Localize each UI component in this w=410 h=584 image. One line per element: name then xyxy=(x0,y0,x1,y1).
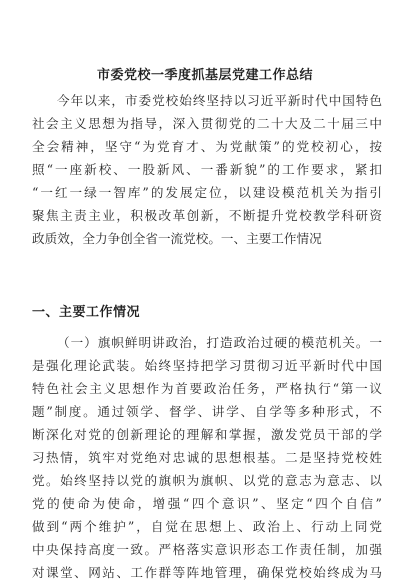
paragraph-line: 政质效，全力争创全省一流党校。一、主要工作情况 xyxy=(32,231,322,246)
paragraph-line: 中央保持高度一致。严格落实意识形态工作责任制，加强 xyxy=(32,542,382,557)
paragraph-line: 党的使命为使命，增强“四个意识”、坚定“四个自信” xyxy=(32,496,382,511)
paragraph-line: （一）旗帜鲜明讲政治，打造政治过硬的模范机关。一 xyxy=(57,335,382,350)
section-paragraph xyxy=(32,331,382,584)
paragraph-line: 今年以来，市委党校始终坚持以习近平新时代中国特色 xyxy=(57,93,382,108)
paragraph-line: 党。始终坚持以党的旗帜为旗帜、以党的意志为意志、以 xyxy=(32,473,382,488)
paragraph-line: 照“一座新校、一股新风、一番新貌”的工作要求，紧扣 xyxy=(32,162,382,177)
paragraph-line: 做到“两个维护”，自觉在思想上、政治上、行动上同党 xyxy=(32,519,382,534)
paragraph-line: 题”制度。通过领学、督学、讲学、自学等多种形式，不 xyxy=(32,404,382,419)
paragraph-line: 聚焦主责主业，积极改革创新，不断提升党校教学科研资 xyxy=(32,208,382,223)
section-heading: 一、主要工作情况 xyxy=(32,305,141,320)
paragraph-line: 社会主义思想为指导，深入贯彻党的二十大及二十届三中 xyxy=(32,116,382,131)
paragraph-line: 断深化对党的创新理论的理解和掌握，激发党员干部的学 xyxy=(32,427,382,442)
paragraph-line: 对课堂、网站、工作群等阵地管理，确保党校始终成为马 xyxy=(32,565,382,580)
paragraph-line: 全会精神，坚守“为党育才、为党献策”的党校初心，按 xyxy=(32,139,382,154)
paragraph-line: 特色社会主义思想作为首要政治任务，严格执行“第一议 xyxy=(32,381,382,396)
paragraph-line: “一红一绿一智库”的发展定位，以建设模范机关为指引 xyxy=(32,185,382,200)
paragraph-line: 是强化理论武装。始终坚持把学习贯彻习近平新时代中国 xyxy=(32,358,382,373)
paragraph-line: 习热情，筑牢对党绝对忠诚的思想根基。二是坚持党校姓 xyxy=(32,450,382,465)
document-title: 市委党校一季度抓基层党建工作总结 xyxy=(96,68,313,83)
intro-paragraph xyxy=(32,89,382,250)
